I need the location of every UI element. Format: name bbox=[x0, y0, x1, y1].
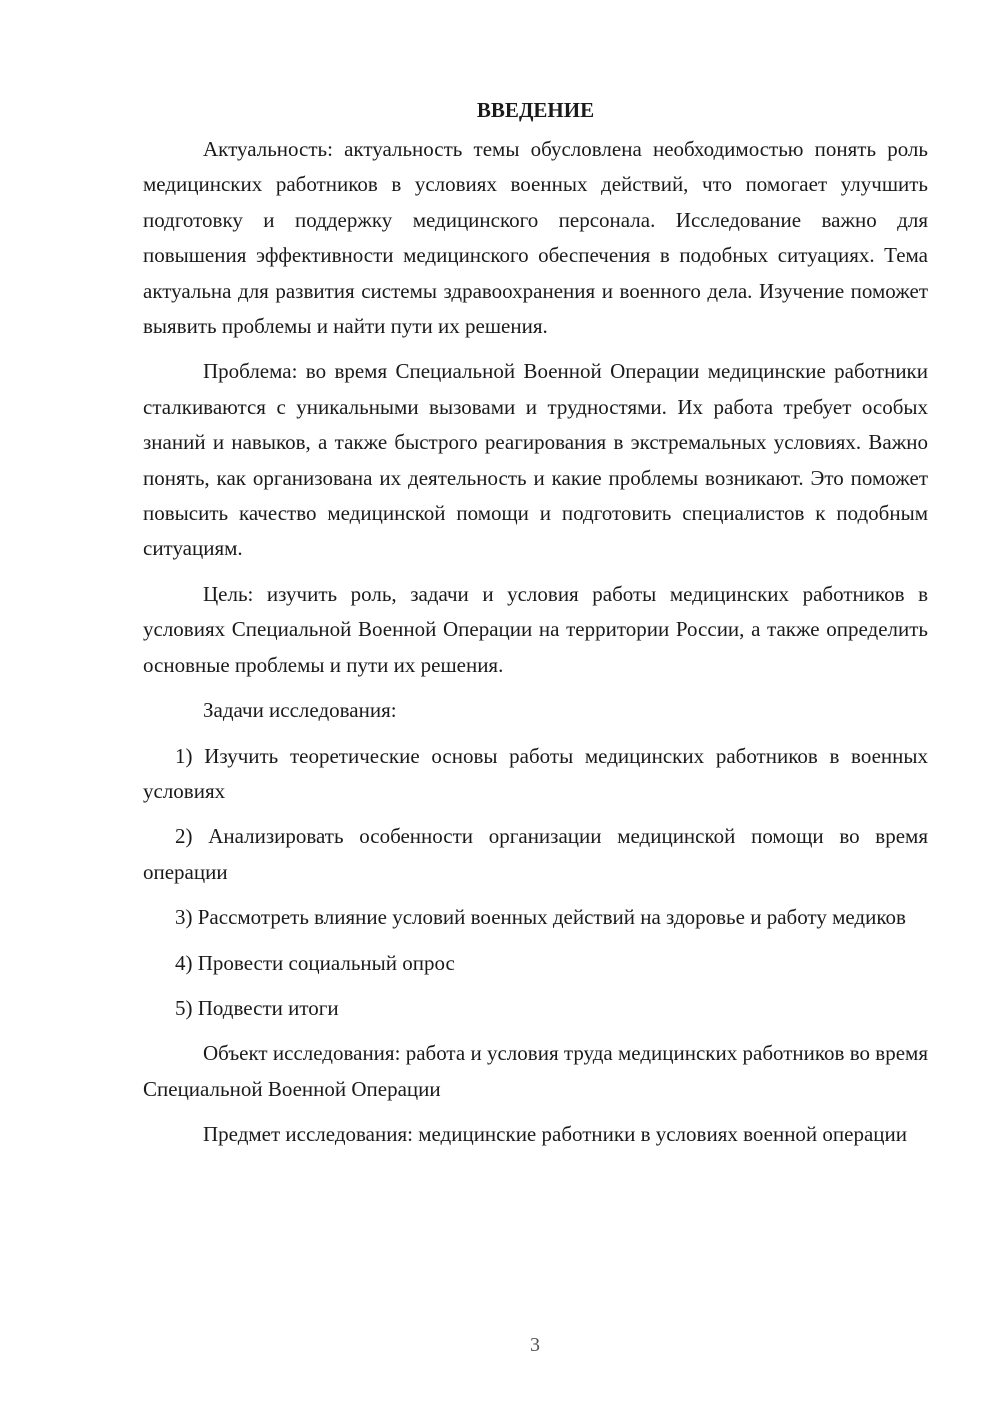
relevance-paragraph: Актуальность: актуальность темы обусловлена необходимостью понять роль медицинских работников в условиях военных действий, что помогает улучшить подготовку и поддержку медицинского персонала. Исследование важно для повышения эффективности медицинского обеспечения в подобных ситуациях. Тема актуальна для развития системы здравоохранения и военного дела. Изучение поможет выявить проблемы и найти пути их решения. bbox=[143, 137, 928, 339]
task-item-3: 3) Рассмотреть влияние условий военных действий на здоровье и работу медиков bbox=[175, 905, 906, 930]
tasks-heading: Задачи исследования: bbox=[203, 698, 397, 723]
task-item-5: 5) Подвести итоги bbox=[175, 995, 339, 1020]
page-number: 3 bbox=[530, 1334, 540, 1356]
task-item-4: 4) Провести социальный опрос bbox=[175, 950, 455, 975]
task-item-2: 2) Анализировать особенности организации медицинской помощи во время операции bbox=[143, 824, 928, 884]
subject-paragraph: Предмет исследования: медицинские работники в условиях военной операции bbox=[203, 1122, 908, 1147]
page-content bbox=[143, 92, 928, 1163]
object-paragraph: Объект исследования: работа и условия труда медицинских работников во время Специальной Военной Операции bbox=[143, 1041, 928, 1101]
page-title: ВВЕДЕНИЕ bbox=[476, 98, 595, 122]
goal-paragraph: Цель: изучить роль, задачи и условия работы медицинских работников в условиях Специальной Военной Операции на территории России, а также определить основные проблемы и пути их решения. bbox=[143, 581, 928, 677]
task-item-1: 1) Изучить теоретические основы работы медицинских работников в военных условиях bbox=[143, 743, 928, 803]
problem-paragraph: Проблема: во время Специальной Военной Операции медицинские работники сталкиваются с уникальными вызовами и трудностями. Их работа требует особых знаний и навыков, а также быстрого реагирования в экстремальных условиях. Важно понять, как организована их деятельность и какие проблемы возникают. Это поможет повысить качество медицинской помощи и подготовить специалистов к подобным ситуациям. bbox=[143, 359, 928, 561]
